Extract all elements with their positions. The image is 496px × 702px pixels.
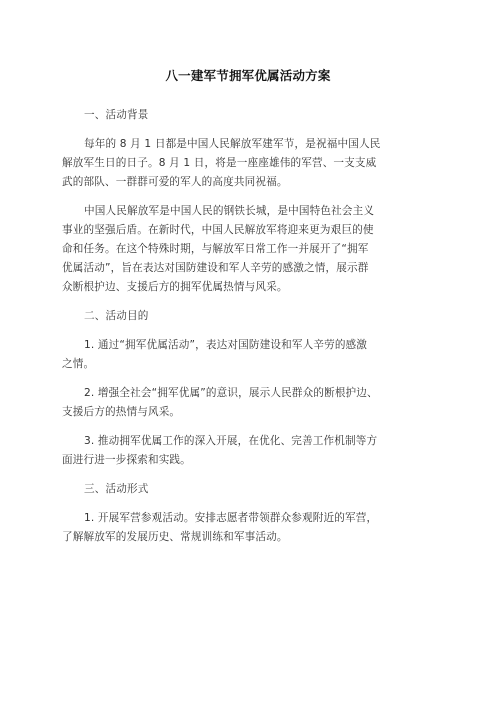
text-line: 1. 开展军营参观活动。安排志愿者带领群众参观附近的军营， bbox=[84, 512, 378, 524]
document-title: 八一建军节拥军优属活动方案 bbox=[165, 68, 331, 83]
text-line: 众断根护边、支援后方的拥军优属热情与风采。 bbox=[62, 281, 288, 293]
paragraph bbox=[62, 432, 442, 470]
section-heading-background: 一、活动背景 bbox=[84, 109, 149, 121]
text-line: 每年的 8 月 1 日都是中国人民解放军建军节，是祝福中国人民 bbox=[84, 138, 381, 150]
text-line: 优属活动”，旨在表达对国防建设和军人辛劳的感激之情，展示群 bbox=[62, 262, 369, 274]
text-line: 支援后方的热情与风采。 bbox=[62, 406, 181, 418]
document-body bbox=[62, 106, 442, 557]
text-line: 事业的坚强后盾。在新时代，中国人民解放军将迎来更为艰巨的使 bbox=[62, 224, 374, 236]
text-line: 中国人民解放军是中国人民的钢铁长城，是中国特色社会主义 bbox=[84, 205, 375, 217]
section-heading-format: 三、活动形式 bbox=[84, 483, 149, 495]
text-line: 3. 推动拥军优属工作的深入开展，在优化、完善工作机制等方 bbox=[84, 435, 378, 447]
text-line: 武的部队、一群群可爱的军人的高度共同祝福。 bbox=[62, 176, 288, 188]
text-line: 1. 通过“拥军优属活动”，表达对国防建设和军人辛劳的感激 bbox=[84, 339, 368, 351]
text-line: 2. 增强全社会“拥军优属”的意识，展示人民群众的断根护边、 bbox=[84, 387, 378, 399]
paragraph bbox=[62, 384, 442, 422]
section-heading-purpose: 二、活动目的 bbox=[84, 310, 149, 322]
text-line: 解放军生日的日子。8 月 1 日，将是一座座雄伟的军营、一支支威 bbox=[62, 157, 377, 169]
paragraph bbox=[62, 336, 442, 374]
paragraph bbox=[62, 202, 442, 297]
text-line: 了解解放军的发展历史、常规训练和军事活动。 bbox=[62, 531, 288, 543]
paragraph bbox=[62, 509, 442, 547]
paragraph bbox=[62, 135, 442, 192]
text-line: 面进行进一步探索和实践。 bbox=[62, 454, 191, 466]
text-line: 命和任务。在这个特殊时期，与解放军日常工作一并展开了“拥军 bbox=[62, 243, 369, 255]
text-line: 之情。 bbox=[62, 358, 95, 370]
